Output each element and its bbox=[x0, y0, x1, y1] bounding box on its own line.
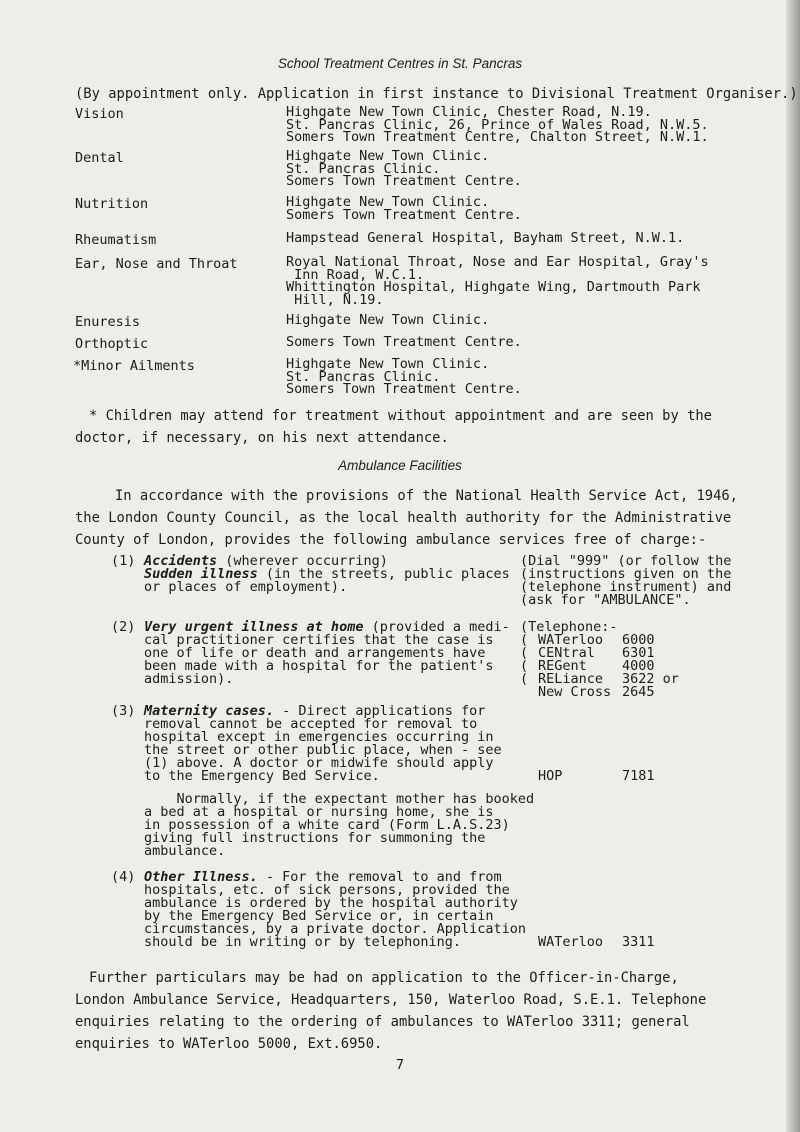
maternity-exchange: HOP bbox=[538, 768, 563, 784]
clinic-line: Somers Town Treatment Centre. bbox=[286, 173, 522, 189]
further-line: enquiries relating to the ordering of ambulances to WATerloo 3311; general bbox=[75, 1014, 690, 1030]
clinic-label: Dental bbox=[75, 150, 124, 166]
clinic-label: Ear, Nose and Throat bbox=[75, 256, 238, 272]
other-exchange: WATerloo bbox=[538, 934, 604, 950]
footnote-line: * Children may attend for treatment without appointment and are seen by the bbox=[89, 408, 712, 424]
clinic-line: St. Pancras Clinic. bbox=[286, 160, 441, 177]
clinic-line: Whittington Hospital, Highgate Wing, Dartmouth Park bbox=[286, 279, 701, 295]
ambulance-heading: Ambulance Facilities bbox=[338, 458, 462, 473]
item-urgent-illness bbox=[144, 621, 510, 686]
clinic-label: Rheumatism bbox=[75, 232, 157, 248]
clinic-line: Highgate New Town Clinic, Chester Road, N.19. bbox=[286, 104, 652, 120]
exchange-numbers bbox=[622, 634, 679, 699]
footnote bbox=[75, 405, 712, 449]
clinic-line: Somers Town Treatment Centre. bbox=[286, 206, 522, 223]
exchange-number: 6301 bbox=[622, 645, 655, 661]
item-title: Maternity cases. bbox=[144, 703, 275, 719]
exchange-number: 6000 bbox=[622, 632, 655, 648]
dial-instructions bbox=[520, 555, 731, 607]
item-line: (1) above. A doctor or midwife should apply bbox=[144, 755, 494, 771]
item-subtitle: Sudden illness bbox=[144, 566, 258, 582]
item-line: in possession of a white card (Form L.A.S.23) bbox=[144, 817, 510, 833]
item-title: Other Illness. bbox=[144, 869, 258, 885]
item-number: (2) bbox=[111, 619, 136, 635]
page-title: School Treatment Centres in St. Pancras bbox=[277, 56, 523, 71]
clinic-line: Hampstead General Hospital, Bayham Street, N.W.1. bbox=[286, 230, 685, 246]
item-line: Sudden illness (in the streets, public places bbox=[144, 566, 510, 582]
item-line: cal practitioner certifies that the case is bbox=[144, 632, 494, 648]
clinic-line: Royal National Throat, Nose and Ear Hospital, Gray's bbox=[286, 254, 709, 270]
maternity-number: 7181 bbox=[622, 768, 655, 784]
clinic-lines bbox=[286, 336, 522, 349]
item-accidents bbox=[144, 555, 510, 594]
item-title: Very urgent illness at home bbox=[144, 619, 364, 635]
item-line: Normally, if the expectant mother has booked bbox=[144, 791, 535, 807]
exchange-brackets: ( ( ( ( bbox=[520, 632, 529, 687]
clinic-lines bbox=[286, 256, 709, 306]
item-line: one of life or death and arrangements have bbox=[144, 645, 486, 661]
footnote-line: doctor, if necessary, on his next attendance. bbox=[75, 430, 449, 446]
clinic-line: Highgate New Town Clinic. bbox=[286, 356, 490, 372]
item-line: circumstances, by a private doctor. Application bbox=[144, 921, 527, 937]
item-line: or places of employment). bbox=[144, 579, 348, 595]
exchange-number: 2645 bbox=[622, 684, 655, 700]
item-line: to the Emergency Bed Service. bbox=[144, 768, 380, 784]
clinic-lines bbox=[286, 358, 522, 396]
item-line: admission). bbox=[144, 671, 234, 687]
clinic-label: Vision bbox=[75, 106, 124, 122]
maternity-note bbox=[144, 793, 534, 858]
item-line: should be in writing or by telephoning. bbox=[144, 934, 461, 950]
clinic-lines bbox=[286, 196, 522, 221]
exchange-name: WATerloo bbox=[538, 632, 604, 648]
clinic-line: Highgate New Town Clinic. bbox=[286, 312, 490, 328]
item-line: ambulance. bbox=[144, 843, 226, 859]
dial-line: (instructions given on the bbox=[520, 566, 732, 582]
item-line: hospitals, etc. of sick persons, provided the bbox=[144, 882, 510, 898]
telephone-label: (Telephone:- bbox=[520, 619, 618, 635]
item-line: (provided a medi- bbox=[363, 619, 510, 635]
item-line: removal cannot be accepted for removal to bbox=[144, 716, 478, 732]
item-line: a bed at a hospital or nursing home, she is bbox=[144, 804, 494, 820]
clinic-line: Hill, N.19. bbox=[286, 291, 384, 308]
item-line: by the Emergency Bed Service or, in certain bbox=[144, 908, 494, 924]
further-line: enquiries to WATerloo 5000, Ext.6950. bbox=[75, 1036, 383, 1052]
intro-line: In accordance with the provisions of the National Health Service Act, 1946, bbox=[115, 488, 738, 504]
clinic-lines bbox=[286, 150, 522, 188]
item-line: giving full instructions for summoning the bbox=[144, 830, 486, 846]
clinic-line: St. Pancras Clinic, 26, Prince of Wales Road, N.W.5. bbox=[286, 116, 709, 133]
clinic-line: Somers Town Treatment Centre. bbox=[286, 381, 522, 397]
exchange-name: CENtral bbox=[538, 645, 595, 661]
clinic-line: St. Pancras Clinic. bbox=[286, 368, 441, 385]
clinic-line: Somers Town Treatment Centre. bbox=[286, 334, 522, 350]
clinic-line: Inn Road, W.C.1. bbox=[286, 266, 425, 283]
ambulance-intro bbox=[75, 485, 738, 551]
exchange-number: 4000 bbox=[622, 658, 655, 674]
item-number: (1) bbox=[111, 553, 136, 569]
item-line: the street or other public place, when - see bbox=[144, 742, 502, 758]
page-number: 7 bbox=[395, 1057, 405, 1073]
dial-line: (ask for "AMBULANCE". bbox=[520, 592, 691, 608]
clinic-lines bbox=[286, 106, 709, 144]
item-number: (4) bbox=[111, 869, 136, 885]
intro-line: the London County Council, as the local health authority for the Administrative bbox=[75, 510, 732, 526]
dial-line: (Dial "999" (or follow the bbox=[520, 553, 732, 569]
item-line: hospital except in emergencies occurring in bbox=[144, 729, 494, 745]
item-other-illness bbox=[144, 871, 526, 949]
further-line: Further particulars may be had on application to the Officer-in-Charge, bbox=[89, 970, 679, 986]
intro-note: (By appointment only. Application in first instance to Divisional Treatment Organiser.) bbox=[75, 86, 798, 102]
exchange-name: RELiance bbox=[538, 671, 604, 687]
clinic-lines bbox=[286, 314, 489, 327]
exchange-name: REGent bbox=[538, 658, 587, 674]
exchange-number: 3622 or bbox=[622, 671, 679, 687]
item-line: been made with a hospital for the patient's bbox=[144, 658, 494, 674]
page-edge-shadow bbox=[786, 0, 800, 1132]
clinic-line: Somers Town Treatment Centre, Chalton Street, N.W.1. bbox=[286, 129, 709, 145]
exchange-names bbox=[538, 634, 611, 699]
further-line: London Ambulance Service, Headquarters, 150, Waterloo Road, S.E.1. Telephone bbox=[75, 992, 707, 1008]
clinic-label: Nutrition bbox=[75, 196, 149, 212]
other-number: 3311 bbox=[622, 934, 655, 950]
intro-line: County of London, provides the following ambulance services free of charge:- bbox=[75, 532, 707, 548]
item-title: Accidents bbox=[144, 553, 218, 569]
item-number: (3) bbox=[111, 703, 136, 719]
further-particulars bbox=[75, 967, 706, 1055]
item-line: - Direct applications for bbox=[274, 703, 486, 719]
clinic-line: Highgate New Town Clinic. bbox=[286, 148, 490, 164]
clinic-label: Orthoptic bbox=[75, 336, 149, 352]
clinic-label: *Minor Ailments bbox=[73, 358, 195, 374]
dial-line: (telephone instrument) and bbox=[520, 579, 732, 595]
exchange-name: New Cross bbox=[538, 684, 612, 700]
clinic-lines bbox=[286, 232, 684, 245]
clinic-label: Enuresis bbox=[75, 314, 141, 330]
item-line: (wherever occurring) bbox=[217, 553, 388, 569]
item-line: ambulance is ordered by the hospital authority bbox=[144, 895, 518, 911]
item-line: - For the removal to and from bbox=[257, 869, 502, 885]
item-maternity bbox=[144, 705, 502, 783]
clinic-line: Highgate New Town Clinic. bbox=[286, 194, 490, 210]
